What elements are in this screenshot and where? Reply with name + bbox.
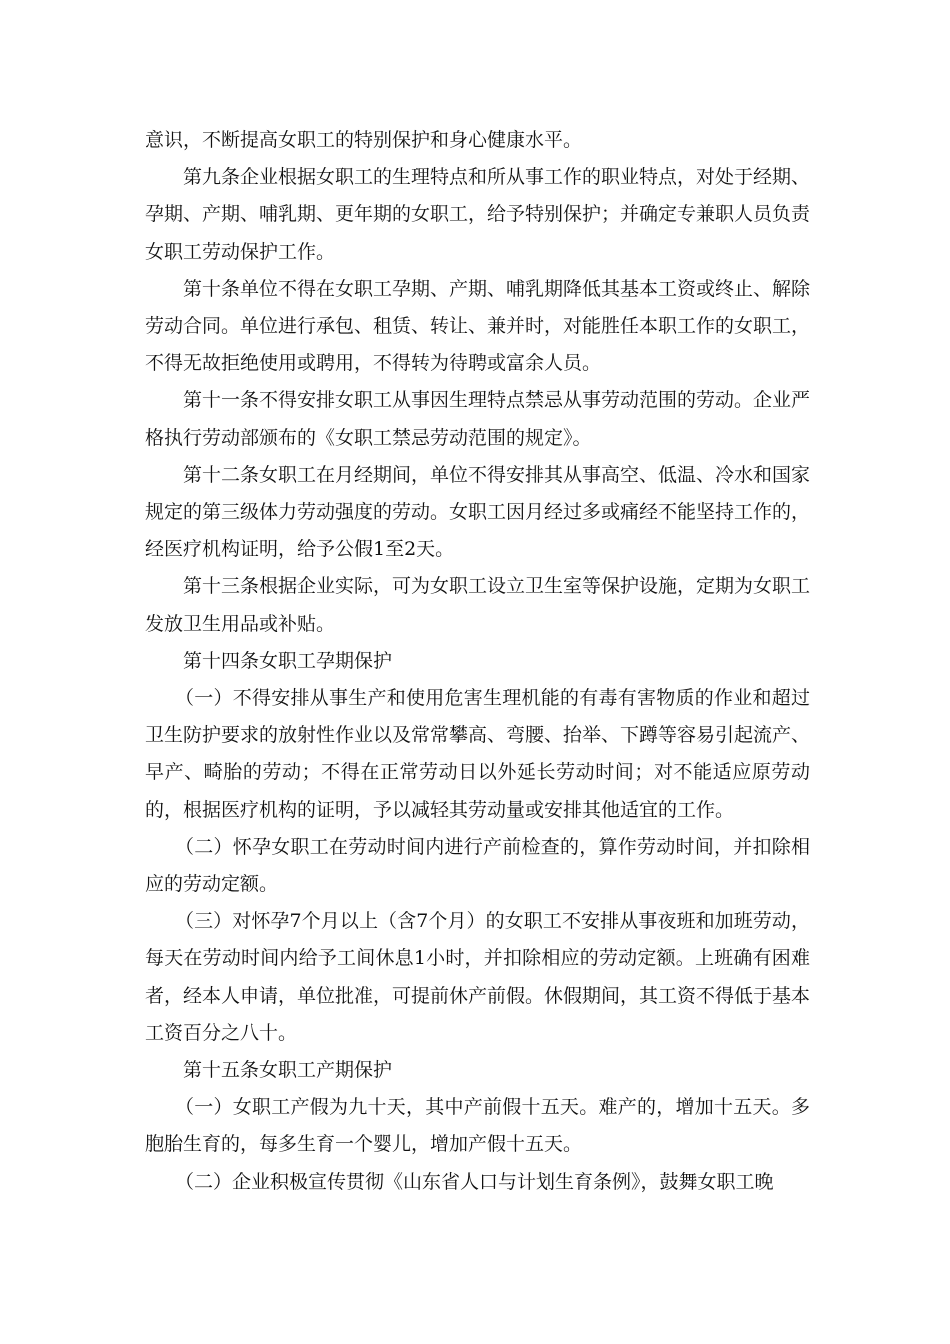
article-9: 第九条企业根据女职工的生理特点和所从事工作的职业特点，对处于经期、孕期、产期、哺乳期、更年期的女职工，给予特别保护；并确定专兼职人员负责女职工劳动保护工作。 [145, 166, 811, 263]
article-12: 第十二条女职工在月经期间，单位不得安排其从事高空、低温、冷水和国家规定的第三级体力劳动强度的劳动。女职工因月经过多或痛经不能坚持工作的，经医疗机构证明，给予公假1至2天。 [145, 463, 811, 561]
article-11: 第十一条不得安排女职工从事因生理特点禁忌从事劳动范围的劳动。企业严格执行劳动部颁布的《女职工禁忌劳动范围的规定》。 [145, 389, 811, 449]
article-15-heading: 第十五条女职工产期保护 [183, 1059, 393, 1082]
article-10: 第十条单位不得在女职工孕期、产期、哺乳期降低其基本工资或终止、解除劳动合同。单位进行承包、租赁、转让、兼并时，对能胜任本职工作的女职工，不得无故拒绝使用或聘用，不得转为待聘或富余人员。 [145, 277, 811, 375]
article-15-clause-1: （一）女职工产假为九十天，其中产前假十五天。难产的，增加十五天。多胞胎生育的，每多生育一个婴儿，增加产假十五天。 [145, 1096, 810, 1156]
paragraph-continuation: 意识，不断提高女职工的特别保护和身心健康水平。 [145, 129, 583, 151]
article-14-clause-2: （二）怀孕女职工在劳动时间内进行产前检查的，算作劳动时间，并扣除相应的劳动定额。 [145, 835, 810, 896]
article-14-clause-3: （三）对怀孕7个月以上（含7个月）的女职工不安排从事夜班和加班劳动，每天在劳动时间内给予工间休息1小时，并扣除相应的劳动定额。上班确有困难者，经本人申请，单位批准，可提前休产前假。休假期间，其工资不得低于基本工资百分之八十。 [145, 910, 811, 1044]
article-14-heading: 第十四条女职工孕期保护 [183, 649, 393, 672]
document-body [145, 122, 810, 1201]
article-15-clause-2: （二）企业积极宣传贯彻《山东省人口与计划生育条例》，鼓舞女职工晚 [175, 1170, 774, 1193]
article-13: 第十三条根据企业实际，可为女职工设立卫生室等保护设施，定期为女职工发放卫生用品或补贴。 [145, 575, 811, 635]
article-14-clause-1: （一）不得安排从事生产和使用危害生理机能的有毒有害物质的作业和超过卫生防护要求的放射性作业以及常常攀高、弯腰、抬举、下蹲等容易引起流产、早产、畸胎的劳动；不得在正常劳动日以外延长劳动时间；对不能适应原劳动的，根据医疗机构的证明，予以减轻其劳动量或安排其他适宜的工作。 [145, 687, 811, 821]
